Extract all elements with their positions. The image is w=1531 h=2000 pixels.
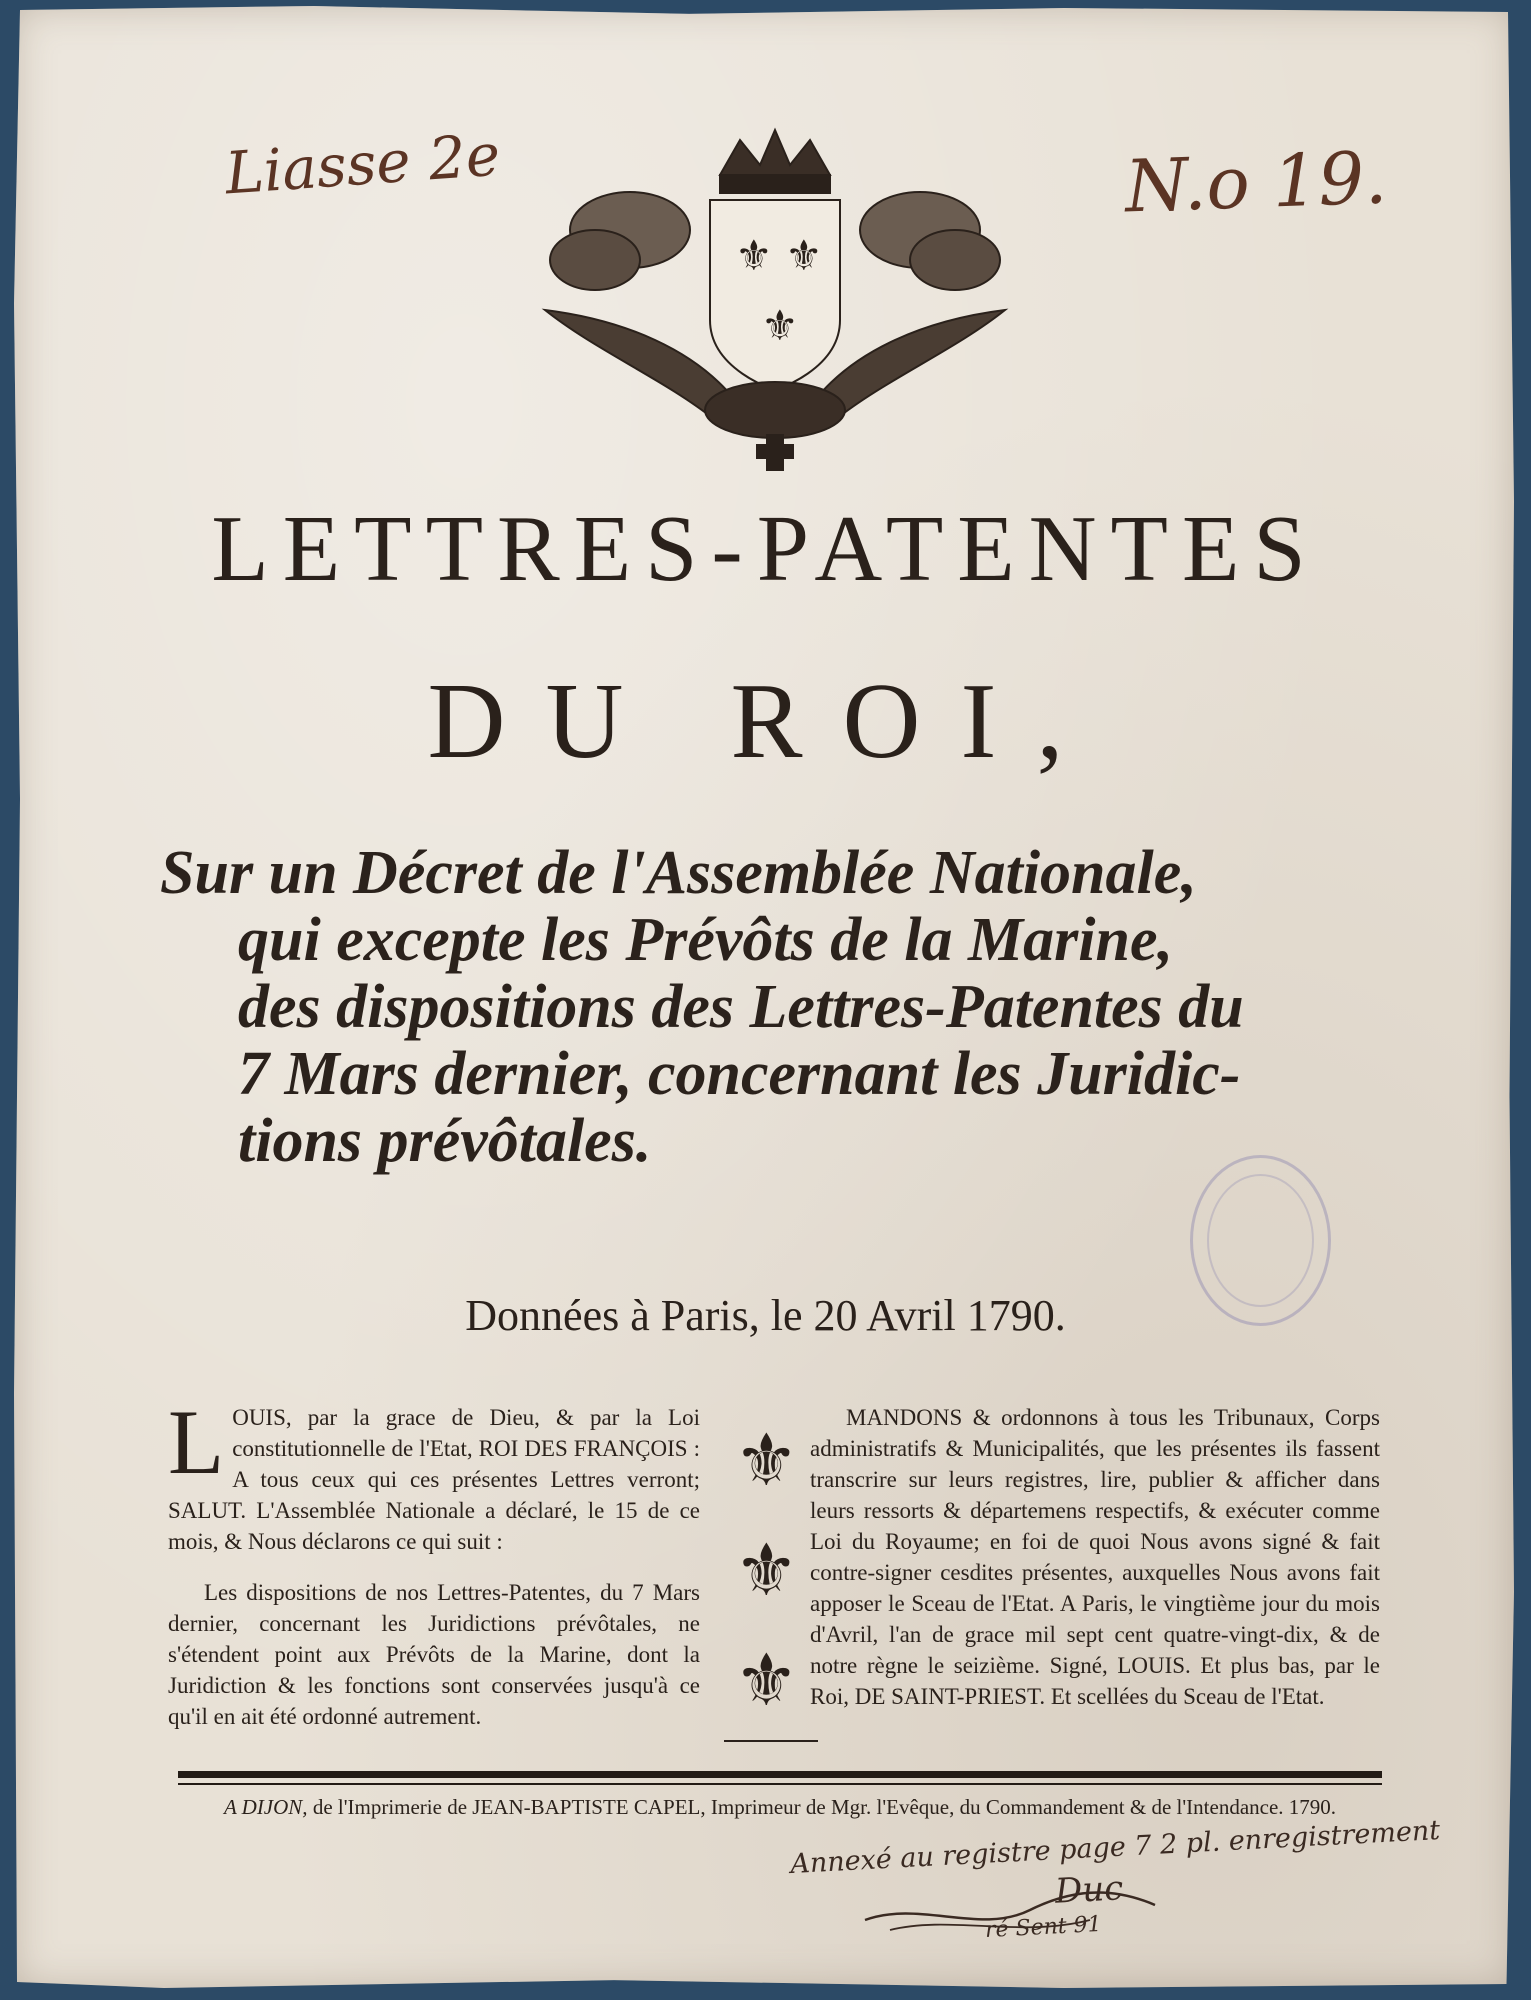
svg-text:⚜: ⚜ <box>734 1638 799 1722</box>
imprint-text: de l'Imprimerie de JEAN-BAPTISTE CAPEL, Imprimeur de Mgr. l'Evêque, du Commandement & de l'Intendance. 1790. <box>312 1795 1337 1819</box>
handwritten-registry-note: Annexé au registre page 7 2 pl. enregistrement <box>789 1814 1441 1881</box>
svg-text:⚜: ⚜ <box>735 231 773 280</box>
subtitle-line: des dispositions des Lettres-Patentes du <box>238 973 1244 1041</box>
title-line-du-roi: DU ROI, <box>427 662 1104 781</box>
library-stamp-icon <box>1190 1155 1331 1326</box>
handwritten-liasse-note: Liasse 2e <box>222 120 503 208</box>
handwritten-number: N.o 19. <box>1123 135 1389 229</box>
left-para1-text: OUIS, par la grace de Dieu, & par la Loi constitutionnelle de l'Etat, ROI DES FRANÇOIS : A tous ceux qui ces présentes Lettres verront; SALUT. L'Assemblée Nationale a déclaré, le 15 de ce mois, & Nous déclarons ce qui suit : <box>168 1405 700 1554</box>
left-paragraph-2: Les dispositions de nos Lettres-Patentes, du 7 Mars dernier, concernant les Juridictions prévôtales, ne s'étendent point aux Prévôts de la Marine, dont la Juridiction & les fonctions sont conservées jusqu'à ce qu'il en ait été ordonné autrement. <box>168 1580 700 1729</box>
svg-text:⚜: ⚜ <box>761 301 799 350</box>
svg-text:⚜: ⚜ <box>734 1528 799 1612</box>
drop-cap: L <box>168 1391 225 1493</box>
handwritten-under-signature: ré Sent 91 <box>984 1911 1103 1944</box>
footer-thin-rule <box>178 1783 1382 1785</box>
subtitle-line: Sur un Décret de l'Assemblée Nationale, <box>160 839 1197 907</box>
svg-text:⚜: ⚜ <box>734 1418 799 1502</box>
imprint-place: A DIJON, <box>223 1795 308 1819</box>
subtitle-line: qui excepte les Prévôts de la Marine, <box>238 906 1173 974</box>
title-line-lettres-patentes: LETTRES-PATENTES <box>211 497 1320 601</box>
center-divider-rule <box>724 1740 818 1742</box>
footer-thick-rule <box>178 1771 1382 1778</box>
left-text-column <box>168 1391 700 1732</box>
dateline: Données à Paris, le 20 Avril 1790. <box>465 1291 1066 1340</box>
left-paragraph-1 <box>168 1391 700 1557</box>
subtitle-line: tions prévôtales. <box>238 1107 652 1175</box>
fleur-de-lis-ornaments-icon <box>730 1405 802 1735</box>
royal-arms-emblem-icon <box>535 120 1015 475</box>
svg-text:⚜: ⚜ <box>785 231 823 280</box>
handwritten-signature: Duc <box>1054 1868 1125 1912</box>
subtitle-line: 7 Mars dernier, concernant les Juridic- <box>238 1040 1241 1108</box>
subtitle-block <box>160 840 1390 1175</box>
printer-imprint <box>178 1795 1382 1820</box>
right-text-column: MANDONS & ordonnons à tous les Tribunaux, Corps administratifs & Municipalités, que les présentes ils fassent transcrire sur leurs registres, lire, publier & afficher dans leurs ressorts & départemens respectifs, & exécuter comme Loi du Royaume; en foi de quoi Nous avons signé & fait contre-signer cesdites présentes, auxquelles Nous avons fait apposer le Sceau de l'Etat. A Paris, le vingtième jour du mois d'Avril, l'an de grace mil sept cent quatre-vingt-dix, & de notre règne le seizième. Signé, LOUIS. Et plus bas, par le Roi, DE SAINT-PRIEST. Et scellées du Sceau de l'Etat. <box>810 1405 1380 1709</box>
